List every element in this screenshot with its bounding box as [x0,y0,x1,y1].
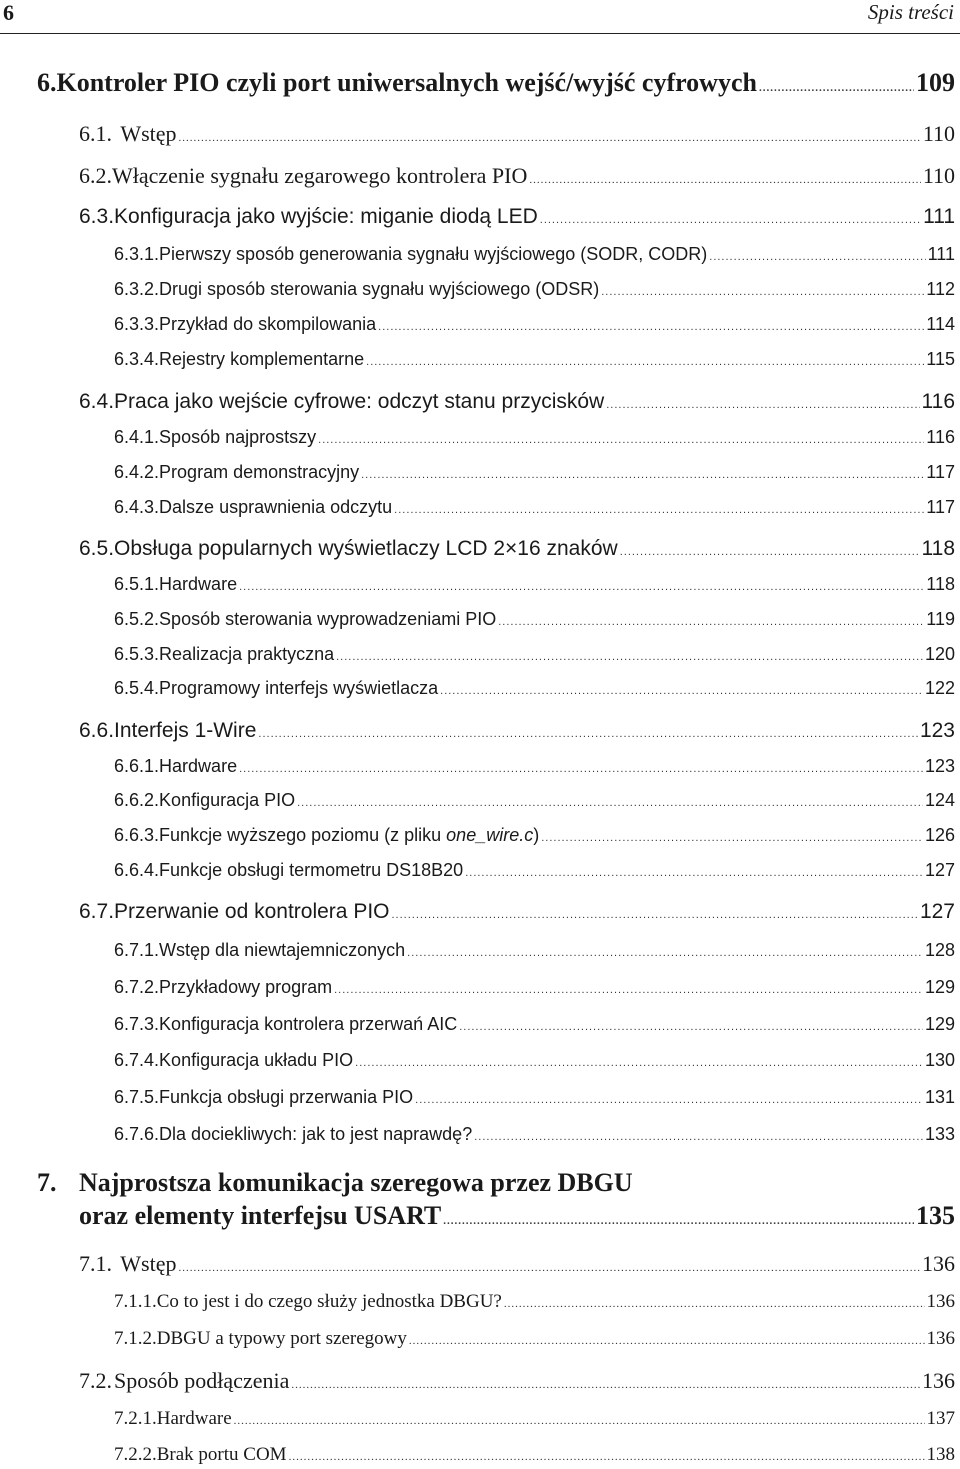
dot-leader [465,867,923,879]
entry-title: Konfiguracja kontrolera przerwań AIC [159,1014,458,1034]
entry-title: Sposób najprostszy [159,427,317,447]
entry-number: 6.7.1. [114,940,160,960]
toc-subsection-6-4-2[interactable] [114,462,955,483]
toc-subsection-6-7-2[interactable] [114,977,955,998]
toc-section-7-2[interactable] [79,1368,955,1394]
toc-section-6-1[interactable] [79,121,955,147]
entry-number: 6.5.1. [114,574,160,594]
toc-subsection-7-2-2[interactable] [114,1444,955,1466]
entry-page: 136 [926,1291,955,1312]
entry-number: 6.4.1. [114,427,160,447]
entry-page: 110 [922,163,955,188]
toc-section-6-7[interactable] [79,900,955,924]
dot-leader [443,1215,914,1227]
entry-title: Hardware [159,574,238,594]
dot-leader [709,251,925,263]
toc-subsection-6-6-2[interactable] [114,790,955,811]
entry-page: 131 [924,1087,955,1107]
toc-subsection-6-5-4[interactable] [114,678,955,699]
toc-subsection-6-5-1[interactable] [114,574,955,595]
dot-leader [392,909,918,921]
entry-page: 129 [924,1014,955,1034]
entry-page: 115 [926,349,955,369]
dot-leader [409,1335,925,1347]
toc-subsection-6-7-3[interactable] [114,1014,955,1035]
entry-page: 117 [926,462,955,482]
toc-chapter-6[interactable] [37,68,955,98]
entry-title-line-2: oraz elementy interfejsu USART [79,1201,442,1230]
dot-leader [361,469,924,481]
entry-number: 6.3.2. [114,279,160,299]
entry-title: Funkcje obsługi termometru DS18B20 [159,860,464,880]
entry-page: 123 [919,719,955,742]
entry-page: 127 [919,900,955,923]
toc-subsection-7-2-1[interactable] [114,1408,955,1430]
entry-number: 6.3.4. [114,349,160,369]
entry-number: 6.5.3. [114,644,160,664]
entry-page: 133 [924,1124,955,1144]
toc-subsection-7-1-1[interactable] [114,1291,955,1313]
toc-subsection-6-3-3[interactable] [114,314,955,335]
entry-number: 6.6.4. [114,860,160,880]
dot-leader [258,728,918,740]
dot-leader [759,82,914,94]
entry-page: 130 [924,1050,955,1070]
toc-section-6-4[interactable] [79,390,955,414]
entry-page: 136 [922,1368,955,1393]
dot-leader [459,1021,923,1033]
dot-leader [474,1131,923,1143]
entry-page: 127 [924,860,955,880]
entry-number: 6.5. [79,537,115,560]
entry-number: 6.3.3. [114,314,160,334]
toc-subsection-6-6-3[interactable] [114,825,955,846]
entry-page: 114 [926,314,955,334]
entry-title: Co to jest i do czego służy jednostka DBGU? [156,1291,502,1312]
dot-leader [297,797,923,809]
entry-title: Włączenie sygnału zegarowego kontrolera PIO [112,163,528,188]
entry-page: 135 [916,1201,955,1230]
entry-number: 6.7. [79,900,115,923]
entry-page: 116 [921,390,955,413]
entry-page: 136 [922,1251,955,1276]
dot-leader [234,1415,925,1427]
dot-leader [606,399,919,411]
entry-title: Drugi sposób sterowania sygnału wyjściowego (ODSR) [159,279,600,299]
entry-title: Konfiguracja PIO [159,790,296,810]
toc-section-6-6[interactable] [79,719,955,743]
running-head: Spis treści [867,0,954,24]
entry-number: 6.6.1. [114,756,160,776]
entry-number: 7. [37,1168,57,1197]
entry-number: 6.4. [79,390,115,413]
entry-page: 136 [926,1328,955,1349]
entry-title: Program demonstracyjny [159,462,360,482]
entry-title-filename: one_wire.c [446,825,534,845]
toc-subsection-6-7-1[interactable] [114,940,955,961]
dot-leader [355,1057,923,1069]
dot-leader [378,321,924,333]
toc-subsection-6-3-4[interactable] [114,349,955,370]
entry-title: Wstęp [120,121,177,146]
entry-title: Hardware [156,1408,232,1429]
dot-leader [407,947,923,959]
entry-number: 6.3. [79,205,115,228]
entry-number: 6.6.2. [114,790,160,810]
dot-leader [179,132,921,144]
entry-title: Kontroler PIO czyli port uniwersalnych wejść/wyjść cyfrowych [56,68,757,97]
dot-leader [440,685,923,697]
toc-section-7-1[interactable] [79,1251,955,1277]
entry-number: 6. [37,68,57,97]
entry-number: 7.1. [79,1251,112,1276]
dot-leader [318,434,924,446]
dot-leader [498,616,924,628]
entry-number: 6.6.3. [114,825,160,845]
toc-subsection-6-4-3[interactable] [114,497,955,518]
entry-title: Sposób podłączenia [114,1368,290,1393]
dot-leader [394,504,924,516]
page-number: 6 [3,0,14,25]
page-header [0,0,960,34]
entry-page: 123 [924,756,955,776]
entry-title: Brak portu COM [156,1444,287,1465]
dot-leader [601,286,924,298]
toc-subsection-6-5-3[interactable] [114,644,955,665]
dot-leader [529,174,920,186]
entry-page: 110 [922,121,955,146]
entry-number: 6.5.2. [114,609,160,629]
entry-number: 6.7.5. [114,1087,160,1107]
entry-page: 138 [926,1444,955,1465]
entry-page: 126 [924,825,955,845]
entry-number: 7.1.1. [114,1291,157,1312]
toc-subsection-6-3-1[interactable] [114,244,955,265]
entry-page: 122 [924,678,955,698]
entry-page: 111 [923,205,955,228]
entry-number: 6.4.3. [114,497,160,517]
toc-subsection-6-7-5[interactable] [114,1087,955,1108]
entry-number: 7.2. [79,1368,112,1393]
entry-number: 6.7.4. [114,1050,160,1070]
entry-title: Rejestry komplementarne [159,349,365,369]
entry-number: 7.2.2. [114,1444,157,1465]
toc-subsection-6-7-6[interactable] [114,1124,955,1145]
entry-number: 6.5.4. [114,678,160,698]
entry-title: Obsługa popularnych wyświetlaczy LCD 2×16 znaków [114,537,618,560]
entry-title [159,825,539,846]
entry-title: Realizacja praktyczna [159,644,335,664]
toc-subsection-6-6-1[interactable] [114,756,955,777]
entry-title-text: Funkcje wyższego poziomu (z pliku [159,825,447,845]
dot-leader [541,832,923,844]
entry-title: Funkcja obsługi przerwania PIO [159,1087,414,1107]
dot-leader [336,651,923,663]
toc-section-6-2[interactable] [79,163,955,189]
entry-page: 118 [926,574,955,594]
entry-page: 111 [927,244,955,264]
entry-page: 117 [926,497,955,517]
entry-title: Dla dociekliwych: jak to jest naprawdę? [159,1124,473,1144]
toc-section-6-5[interactable] [79,537,955,561]
toc-subsection-6-4-1[interactable] [114,427,955,448]
dot-leader [291,1379,920,1391]
entry-title: Przykładowy program [159,977,333,997]
entry-page: 109 [916,68,955,97]
entry-number: 6.7.2. [114,977,160,997]
dot-leader [540,214,921,226]
dot-leader [334,984,923,996]
dot-leader [289,1451,925,1463]
dot-leader [239,581,924,593]
entry-title: Konfiguracja układu PIO [159,1050,354,1070]
entry-number: 7.1.2. [114,1328,157,1349]
entry-title: Hardware [159,756,238,776]
entry-page: 119 [926,609,955,629]
entry-number: 6.3.1. [114,244,160,264]
toc-subsection-7-1-2[interactable] [114,1328,955,1350]
entry-title: Wstęp dla niewtajemniczonych [159,940,406,960]
entry-number: 6.6. [79,719,115,742]
entry-page: 118 [921,537,955,560]
entry-page: 128 [924,940,955,960]
entry-page: 129 [924,977,955,997]
dot-leader [366,356,924,368]
entry-title: Praca jako wejście cyfrowe: odczyt stanu przycisków [114,390,605,413]
toc-chapter-7-second-line [79,1201,955,1231]
entry-title: Sposób sterowania wyprowadzeniami PIO [159,609,497,629]
toc-subsection-6-7-4[interactable] [114,1050,955,1071]
entry-page: 116 [926,427,955,447]
dot-leader [415,1094,923,1106]
toc-subsection-6-5-2[interactable] [114,609,955,630]
entry-title-text-end: ) [533,825,540,845]
entry-number: 6.2. [79,163,112,188]
entry-page: 112 [926,279,955,299]
entry-number: 6.7.3. [114,1014,160,1034]
entry-title-line-1: Najprostsza komunikacja szeregowa przez DBGU [79,1168,633,1197]
entry-number: 6.7.6. [114,1124,160,1144]
entry-title: Konfiguracja jako wyjście: miganie diodą LED [114,205,538,228]
entry-title: DBGU a typowy port szeregowy [156,1328,407,1349]
entry-page: 124 [924,790,955,810]
entry-number: 6.1. [79,121,112,146]
dot-leader [620,546,920,558]
entry-number: 6.4.2. [114,462,160,482]
entry-page: 120 [924,644,955,664]
entry-title: Pierwszy sposób generowania sygnału wyjściowego (SODR, CODR) [159,244,708,264]
dot-leader [179,1262,921,1274]
entry-title: Programowy interfejs wyświetlacza [159,678,439,698]
entry-title: Interfejs 1-Wire [114,719,257,742]
entry-number: 7.2.1. [114,1408,157,1429]
entry-page: 137 [926,1408,955,1429]
dot-leader [239,763,923,775]
entry-title: Wstęp [120,1251,177,1276]
entry-title: Dalsze usprawnienia odczytu [159,497,393,517]
entry-title: Przykład do skompilowania [159,314,377,334]
toc-subsection-6-6-4[interactable] [114,860,955,881]
toc-section-6-3[interactable] [79,205,955,229]
toc-subsection-6-3-2[interactable] [114,279,955,300]
entry-title: Przerwanie od kontrolera PIO [114,900,390,923]
dot-leader [504,1298,925,1310]
